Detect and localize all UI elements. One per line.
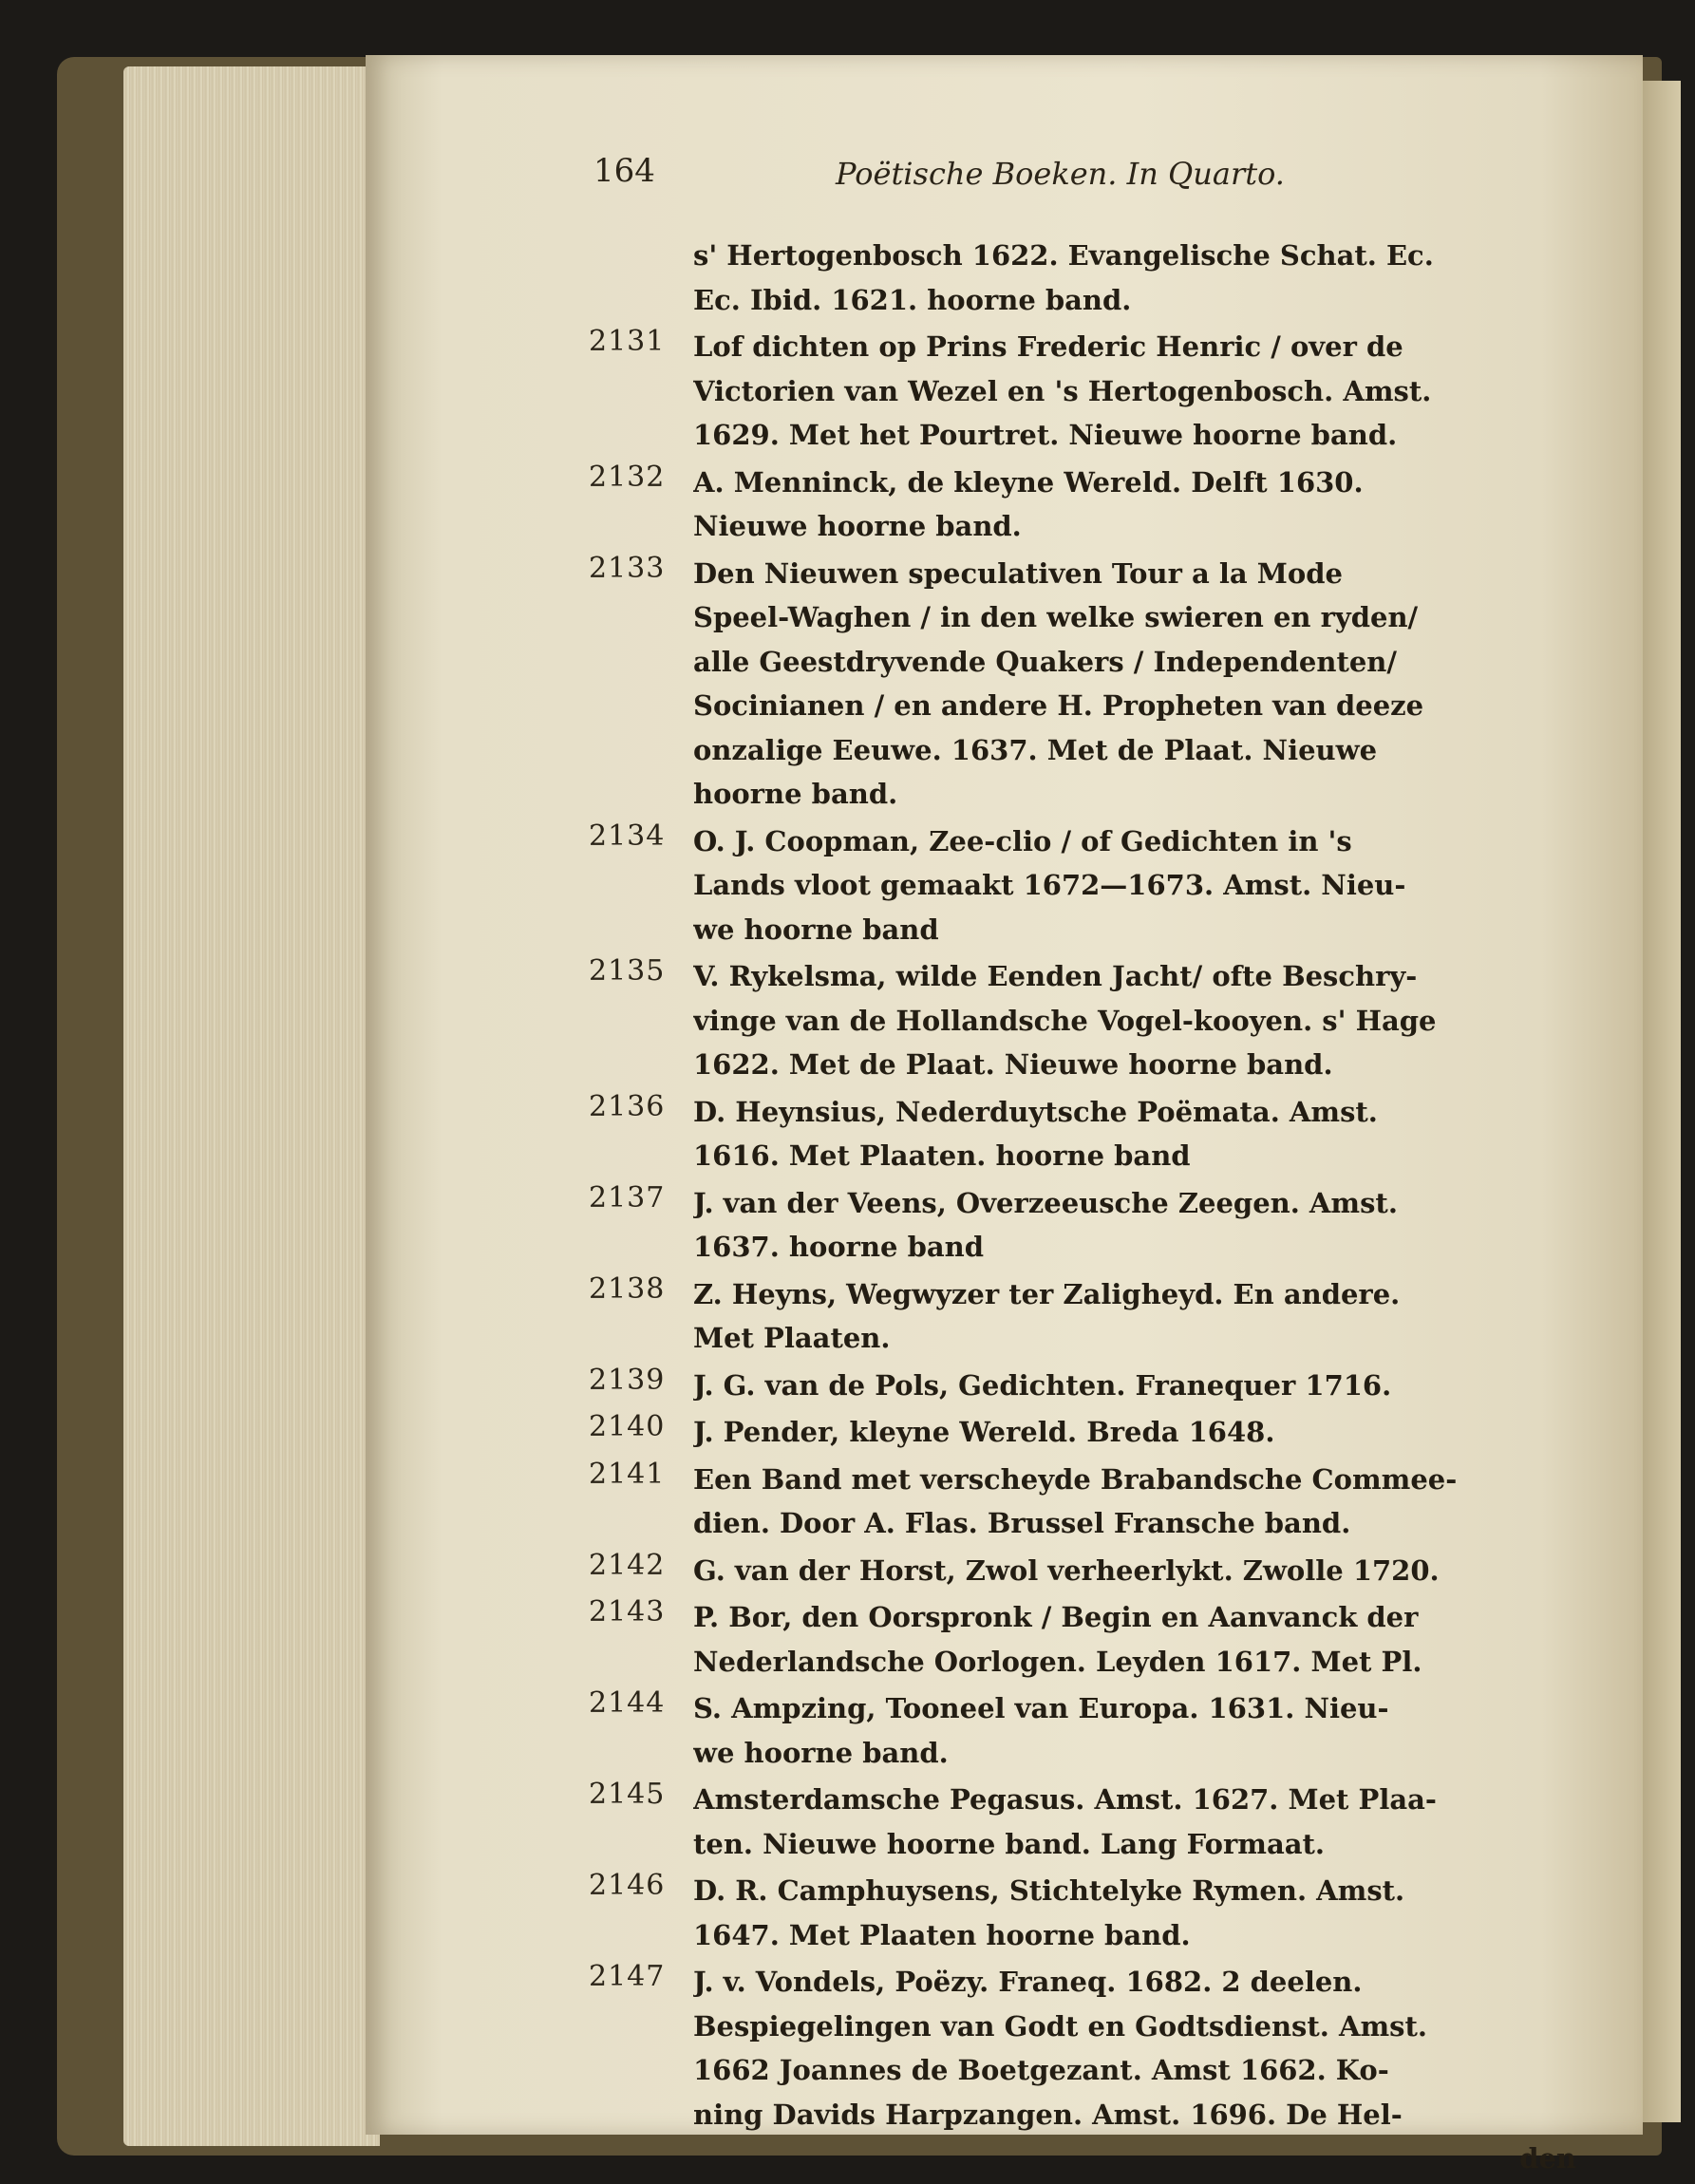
entry-line: Ec. Ibid. 1621. hoorne band. [693,283,1132,316]
catalogue-entries [589,234,1576,2184]
entry-text [693,1272,1576,1361]
entry-number: 2134 [589,819,666,853]
entry-line: ning Davids Harpzangen. Amst. 1696. De Hel- [693,2098,1403,2131]
catalogue-entry [589,552,1576,817]
entry-text [693,325,1576,458]
entry-line: den [1519,2142,1576,2175]
catalogue-entry [589,1960,1576,2181]
catalogue-entry [589,1410,1576,1455]
entry-line: 1616. Met Plaaten. hoorne band [693,1139,1191,1172]
entry-number: 2136 [589,1089,666,1123]
entry-number: 2139 [589,1363,666,1397]
entry-line: 1647. Met Plaaten hoorne band. [693,1918,1191,1951]
entry-line: Lands vloot gemaakt 1672—1673. Amst. Nieu- [693,869,1406,901]
entry-text [693,234,1576,322]
entry-line: s' Hertogenbosch 1622. Evangelische Schat. Ec. [693,239,1434,272]
entry-text [693,1960,1576,2181]
entry-number: 2133 [589,551,666,585]
entry-text [693,1595,1576,1684]
entry-line: Met Plaaten. [693,1322,891,1354]
entry-line: S. Ampzing, Tooneel van Europa. 1631. Nieu- [693,1692,1389,1724]
entry-text [693,1869,1576,1957]
next-page-edge [1643,81,1681,2122]
entry-line: J. van der Veens, Overzeeusche Zeegen. Amst. [693,1186,1398,1219]
entry-number: 2131 [589,325,666,358]
entry-line: we hoorne band. [693,1736,949,1769]
entry-line: Nederlandsche Oorlogen. Leyden 1617. Met Pl. [693,1645,1422,1678]
entry-text [693,819,1576,952]
entry-number: 2144 [589,1686,666,1720]
entry-line: vinge van de Hollandsche Vogel-kooyen. s' Hage [693,1004,1437,1037]
entry-number: 2143 [589,1595,666,1629]
entry-text [693,1181,1576,1270]
entry-number: 2137 [589,1180,666,1214]
entry-line: alle Geestdryvende Quakers / Independenten/ [693,645,1397,678]
entry-line: Een Band met verscheyde Brabandsche Commee- [693,1462,1458,1496]
entry-line: J. v. Vondels, Poëzy. Franeq. 1682. 2 deelen. [693,1966,1363,1998]
entry-number: 2132 [589,460,666,494]
catalogue-entry [589,1090,1576,1178]
entry-text [693,1549,1576,1593]
entry-text [693,552,1576,817]
entry-text [693,1778,1576,1866]
entry-line: J. G. van de Pols, Gedichten. Franequer 1716. [693,1368,1392,1402]
entry-line: 1662 Joannes de Boetgezant. Amst 1662. Ko- [693,2054,1389,2086]
entry-line: Den Nieuwen speculativen Tour a la Mode [693,556,1343,590]
entry-number: 2142 [589,1548,666,1582]
catalogue-entry [589,1458,1576,1546]
entry-text [693,1686,1576,1775]
entry-line: 1622. Met de Plaat. Nieuwe hoorne band. [693,1048,1333,1081]
entry-line: Speel-Waghen / in den welke swieren en ryden/ [693,601,1419,633]
entry-line: Z. Heyns, Wegwyzer ter Zaligheyd. En andere. [693,1277,1401,1310]
entry-line: 1637. hoorne band [693,1231,985,1263]
catalogue-entry [589,325,1576,458]
entry-number: 2138 [589,1271,666,1306]
entry-line: O. J. Coopman, Zee-clio / of Gedichten in 's [693,824,1352,857]
entry-line: J. Pender, kleyne Wereld. Breda 1648. [693,1416,1275,1448]
entry-line: Nieuwe hoorne band. [693,510,1022,542]
entry-number: 2145 [589,1778,666,1811]
catalogue-entry [589,954,1576,1087]
entry-number: 2140 [589,1410,666,1443]
entry-line: Socinianen / en andere H. Propheten van deeze [693,689,1424,722]
entry-line: 1629. Met het Pourtret. Nieuwe hoorne band. [693,419,1398,451]
entry-text [693,1458,1576,1546]
entry-line: V. Rykelsma, wilde Eenden Jacht/ ofte Beschry- [693,960,1418,992]
entry-line: Lof dichten op Prins Frederic Henric / over de [693,330,1403,363]
catalogue-entry [589,1272,1576,1361]
entry-text [693,954,1576,1087]
entry-line: A. Menninck, de kleyne Wereld. Delft 1630. [693,465,1364,499]
entry-text [693,1364,1576,1408]
entry-line: Bespiegelingen van Godt en Godtsdienst. Amst. [693,2009,1427,2043]
entry-number: 2135 [589,954,666,988]
page-number: 164 [593,152,655,190]
entry-line: dien. Door A. Flas. Brussel Fransche band. [693,1507,1351,1539]
entry-line: D. R. Camphuysens, Stichtelyke Rymen. Amst. [693,1874,1405,1907]
entry-line: we hoorne band [693,913,939,946]
catalogue-entry [589,1778,1576,1866]
catalogue-entry [589,461,1576,549]
catalogue-entry [589,1364,1576,1408]
entry-line: Victorien van Wezel en 's Hertogenbosch. Amst. [693,374,1432,407]
entry-text [693,1090,1576,1178]
running-title: Poëtische Boeken. In Quarto. [836,156,1285,192]
page-edges [123,66,380,2146]
catalogue-entry [589,819,1576,952]
entry-line: P. Bor, den Oorspronk / Begin en Aanvanck der [693,1601,1419,1633]
entry-line: hoorne band. [693,778,898,810]
entry-line: onzalige Eeuwe. 1637. Met de Plaat. Nieuwe [693,733,1378,766]
catalogue-entry [589,1686,1576,1775]
entry-line: ten. Nieuwe hoorne band. Lang Formaat. [693,1827,1326,1860]
catalogue-entry [589,1549,1576,1593]
entry-line: D. Heynsius, Nederduytsche Poëmata. Amst. [693,1095,1378,1128]
entry-text [693,461,1576,549]
catalogue-entry [589,234,1576,322]
catalogue-entry [589,1869,1576,1957]
entry-number: 2147 [589,1960,666,1993]
entry-number: 2146 [589,1869,666,1902]
entry-number: 2141 [589,1457,666,1491]
catalogue-entry [589,1595,1576,1684]
catalogue-entry [589,1181,1576,1270]
entry-line: G. van der Horst, Zwol verheerlykt. Zwolle 1720. [693,1553,1440,1587]
page-header [593,152,1562,209]
entry-line: Amsterdamsche Pegasus. Amst. 1627. Met Plaa- [693,1783,1437,1816]
entry-text [693,1410,1576,1455]
